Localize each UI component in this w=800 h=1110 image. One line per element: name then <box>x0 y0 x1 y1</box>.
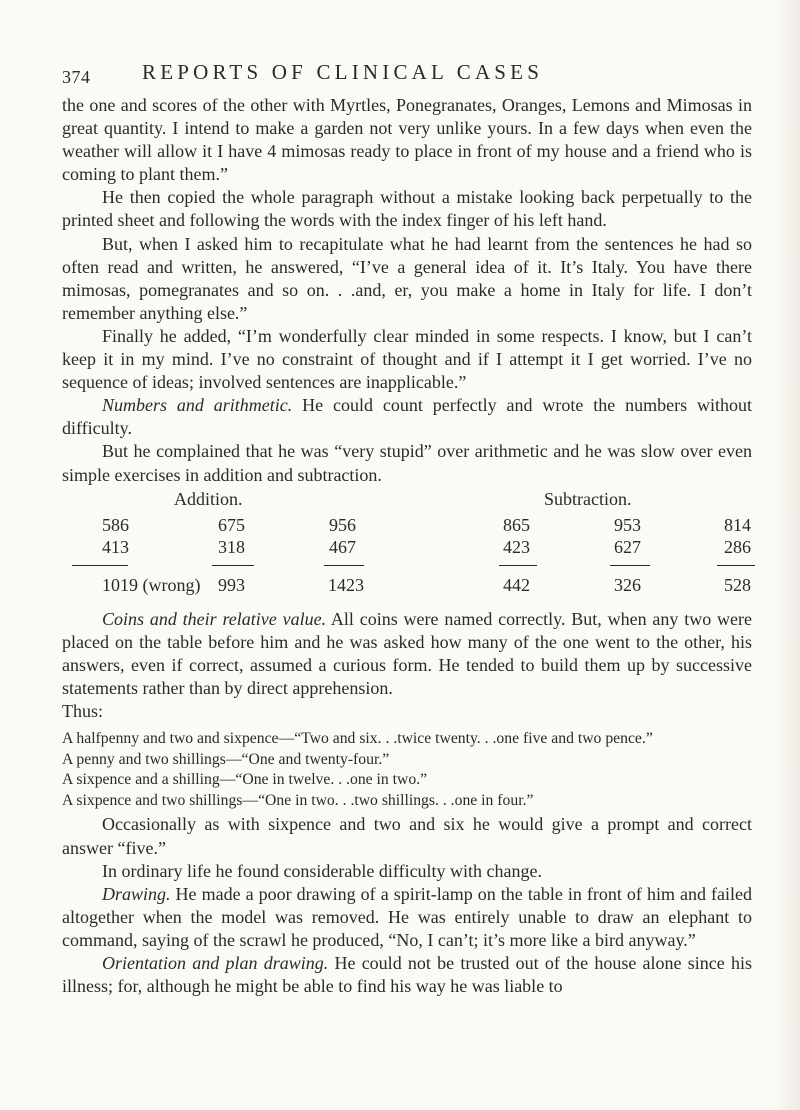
addition-result: 1423 <box>328 574 364 595</box>
sum-rule <box>212 565 254 566</box>
subtraction-result: 326 <box>614 574 641 595</box>
sum-rule <box>324 565 364 566</box>
difference-rule <box>610 565 650 566</box>
section-heading: Orientation and plan drawing. <box>102 953 329 973</box>
page-body <box>62 94 752 998</box>
subtraction-operand: 286 <box>724 536 751 557</box>
paragraph <box>62 952 752 998</box>
subtraction-result: 442 <box>503 574 530 595</box>
addition-result: 1019 (wrong) <box>102 574 201 595</box>
paragraph-text: All coins were named correctly. But, when any two were placed on the table before him and he was asked how many of the one went to the other, his answers, even if correct, assumed a curious form. He tended to build them up by successive statements rather than by direct apprehension. <box>62 608 753 698</box>
addition-operand: 318 <box>218 536 245 557</box>
paragraph: Occasionally as with sixpence and two and six he would give a prompt and correct answer “five.” <box>62 814 752 858</box>
subtraction-operand: 814 <box>724 514 751 535</box>
page-edge-shadow <box>772 0 800 1110</box>
difference-rule <box>717 565 755 566</box>
paragraph: Finally he added, “I’m wonderfully clear minded in some respects. I know, but I can’t keep it in my mind. I’ve no constraint of thought and if I attempt it I get worried. I’ve no sequence of ideas; involved sentences are inapplicable.” <box>62 325 752 393</box>
page-header <box>62 60 752 86</box>
subtraction-operand: 953 <box>614 514 641 535</box>
paragraph: the one and scores of the other with Myrtles, Ponegranates, Oranges, Lemons and Mimosas in great quantity. I intend to make a garden not very unlike yours. In a few days when even the weather will allow it I have 4 mimosas ready to place in front of my house and a friend who is coming to plant them.” <box>62 95 752 185</box>
paragraph-text: He could count perfectly and wrote the numbers without difficulty. <box>62 395 752 439</box>
addition-operand: 956 <box>329 514 356 535</box>
addition-title: Addition. <box>174 488 243 509</box>
subtraction-title: Subtraction. <box>544 488 632 509</box>
thus-label: Thus: <box>62 700 104 721</box>
difference-rule <box>499 565 537 566</box>
paragraph <box>62 394 752 440</box>
coin-answer: A sixpence and two shillings—“One in two. . .two shillings. . .one in four.” <box>62 791 534 809</box>
addition-operand: 413 <box>102 536 129 557</box>
arithmetic-table <box>62 487 752 608</box>
section-heading: Coins and their relative value. <box>102 608 327 629</box>
section-heading: Numbers and arithmetic. <box>102 395 293 416</box>
paragraph: He then copied the whole paragraph without a mistake looking back perpetually to the printed sheet and following the words with the index finger of his left hand. <box>62 187 752 231</box>
subtraction-result: 528 <box>724 574 751 595</box>
paragraph-text: He could not be trusted out of the house alone since his illness; for, although he might be able to find his way he was liable to <box>62 953 752 997</box>
addition-result: 993 <box>218 574 245 595</box>
coin-answer: A sixpence and a shilling—“One in twelve. . .one in two.” <box>62 771 428 789</box>
section-heading: Drawing. <box>102 883 171 904</box>
sum-rule <box>72 565 128 566</box>
coin-answers-list <box>62 729 752 811</box>
subtraction-operand: 627 <box>614 536 641 557</box>
coin-answer: A penny and two shillings—“One and twenty-four.” <box>62 750 390 768</box>
addition-operand: 467 <box>329 536 356 557</box>
addition-operand: 586 <box>102 514 129 535</box>
addition-operand: 675 <box>218 514 245 535</box>
paragraph: But, when I asked him to recapitulate what he had learnt from the sentences he had so often read and written, he answered, “I’ve a general idea of it. It’s Italy. You have there mimosas, pomegranates and so on. . .and, er, you make a home in Italy for life. I don’t remember anything else.” <box>62 233 752 323</box>
paragraph <box>62 883 752 952</box>
running-title: REPORTS OF CLINICAL CASES <box>142 60 544 84</box>
coin-answer: A halfpenny and two and sixpence—“Two and six. . .twice twenty. . .one five and two pence.” <box>62 730 653 748</box>
paragraph <box>62 608 752 700</box>
paragraph: But he complained that he was “very stupid” over arithmetic and he was slow over even simple exercises in addition and subtraction. <box>62 441 752 485</box>
page-number: 374 <box>62 67 91 87</box>
paragraph: In ordinary life he found considerable difficulty with change. <box>102 860 543 881</box>
subtraction-operand: 865 <box>503 514 530 535</box>
subtraction-operand: 423 <box>503 536 530 557</box>
paragraph-text: He made a poor drawing of a spirit-lamp on the table in front of him and failed altogether when the model was removed. He was entirely unable to draw an elephant to command, saying of the scrawl he produced, “No, I can’t; it’s more like a bird anyway.” <box>62 883 752 950</box>
